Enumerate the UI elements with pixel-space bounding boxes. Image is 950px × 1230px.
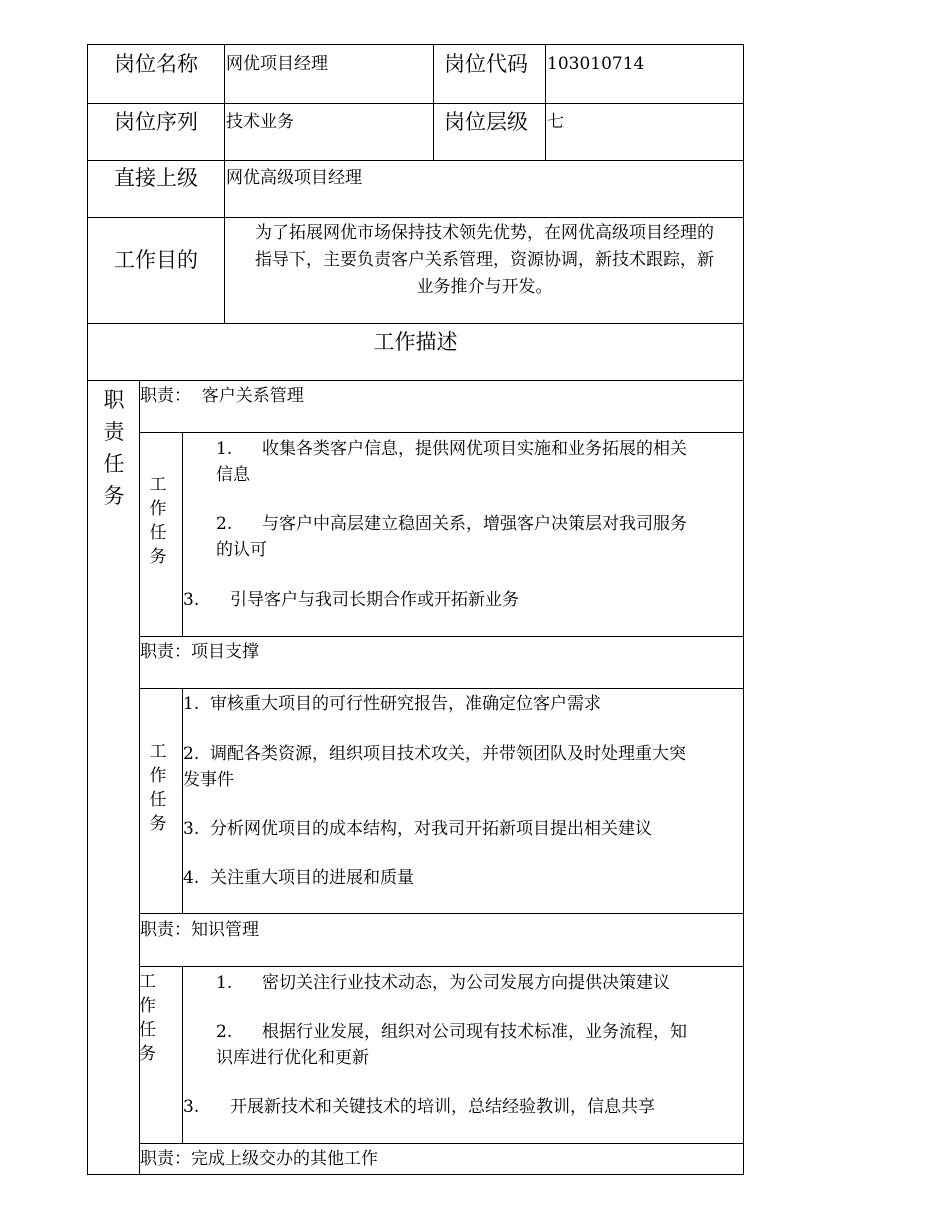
- task-item: 2. 调配各类资源，组织项目技术攻关，并带领团队及时处理重大突: [183, 744, 687, 764]
- row-divider: [88, 380, 743, 381]
- task-item: 引导客户与我司长期合作或开拓新业务: [230, 590, 519, 610]
- row-divider: [139, 636, 743, 637]
- task-item-cont: 信息: [216, 465, 250, 485]
- row-divider: [88, 323, 743, 324]
- task-item: 与客户中高层建立稳固关系，增强客户决策层对我司服务: [262, 514, 687, 534]
- task-number: 2.: [216, 1022, 233, 1042]
- duty-title: 职责：项目支撑: [140, 642, 259, 662]
- row-divider: [88, 217, 743, 218]
- col-divider: [545, 45, 546, 160]
- description-title: 工作描述: [373, 330, 458, 354]
- position-series-label: 岗位序列: [114, 110, 198, 134]
- task-number: 1.: [216, 973, 233, 993]
- task-item-cont: 发事件: [183, 770, 234, 790]
- col-divider: [224, 45, 225, 323]
- row-divider: [139, 913, 743, 914]
- task-item: 3. 分析网优项目的成本结构，对我司开拓新项目提出相关建议: [183, 819, 653, 839]
- position-code-label: 岗位代码: [444, 52, 528, 76]
- row-divider: [139, 688, 743, 689]
- col-divider: [433, 45, 434, 160]
- task-number: 2.: [216, 514, 233, 534]
- task-item: 根据行业发展，组织对公司现有技术标准，业务流程，知: [262, 1022, 687, 1042]
- task-side-label: 工作任务: [149, 742, 167, 834]
- task-item: 开展新技术和关键技术的培训，总结经验教训，信息共享: [230, 1097, 655, 1117]
- position-code-value: 103010714: [547, 54, 645, 74]
- task-item: 4. 关注重大项目的进展和质量: [183, 868, 415, 888]
- duty-title: 职责：完成上级交办的其他工作: [140, 1149, 378, 1169]
- row-divider: [88, 103, 743, 104]
- purpose-line: 为了拓展网优市场保持技术领先优势，在网优高级项目经理的: [255, 223, 714, 243]
- duty-side-label: 职责任务: [103, 388, 125, 508]
- purpose-label: 工作目的: [114, 248, 198, 272]
- task-number: 1.: [216, 439, 233, 459]
- duty-title: 职责：知识管理: [140, 920, 259, 940]
- task-number: 3.: [183, 590, 200, 610]
- task-item: 1. 审核重大项目的可行性研究报告，准确定位客户需求: [183, 694, 602, 714]
- position-name-label: 岗位名称: [114, 52, 198, 76]
- task-item-cont: 识库进行优化和更新: [216, 1048, 369, 1068]
- supervisor-label: 直接上级: [114, 166, 198, 190]
- position-level-value: 七: [547, 112, 564, 132]
- position-level-label: 岗位层级: [444, 110, 528, 134]
- task-item: 密切关注行业技术动态，为公司发展方向提供决策建议: [262, 973, 670, 993]
- row-divider: [88, 160, 743, 161]
- purpose-line: 指导下，主要负责客户关系管理，资源协调，新技术跟踪，新: [255, 250, 714, 270]
- row-divider: [139, 432, 743, 433]
- task-item: 收集各类客户信息，提供网优项目实施和业务拓展的相关: [262, 439, 687, 459]
- row-divider: [139, 966, 743, 967]
- position-series-value: 技术业务: [226, 112, 294, 132]
- task-number: 3.: [183, 1097, 200, 1117]
- supervisor-value: 网优高级项目经理: [226, 168, 362, 188]
- task-side-label: 工作任务: [139, 972, 156, 1064]
- row-divider: [139, 1143, 743, 1144]
- task-item-cont: 的认可: [216, 540, 267, 560]
- purpose-line: 业务推介与开发。: [416, 277, 553, 297]
- duty-title: 职责： 客户关系管理: [140, 386, 304, 406]
- purpose-text: [226, 220, 743, 301]
- task-side-label: 工作任务: [149, 475, 167, 567]
- position-name-value: 网优项目经理: [226, 54, 328, 74]
